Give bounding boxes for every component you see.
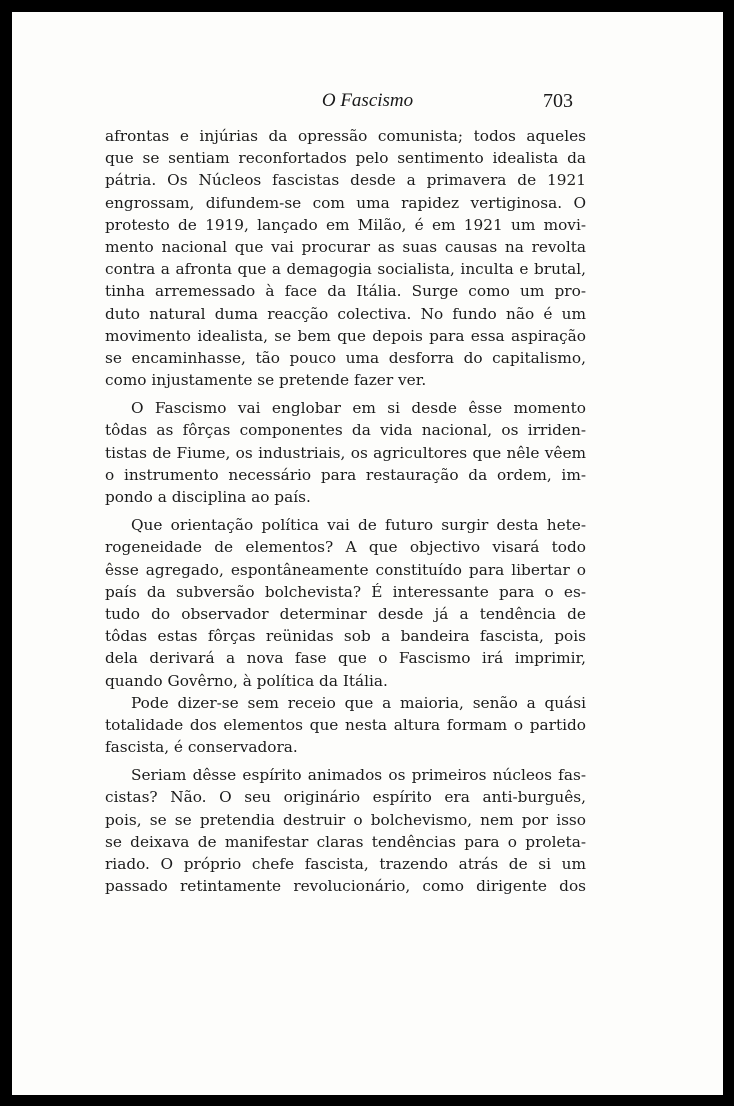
text-line: engrossam, difundem-se com uma rapidez vertiginosa. O: [105, 193, 586, 212]
text-line: mento nacional que vai procurar as suas causas na revolta: [105, 237, 586, 256]
page-number: 703: [543, 90, 573, 112]
text-line: pois, se se pretendia destruir o bolchevismo, nem por isso: [105, 810, 586, 829]
text-line: como injustamente se pretende fazer ver.: [105, 371, 427, 390]
text-line: pátria. Os Núcleos fascistas desde a primavera de 1921: [105, 171, 586, 190]
text-line: riado. O próprio chefe fascista, trazendo atrás de si um: [105, 855, 586, 873]
text-line: contra a afronta que a demagogia socialista, inculta e brutal,: [105, 260, 586, 279]
text-line: o instrumento necessário para restauração da ordem, im-: [105, 465, 586, 484]
paragraph: [105, 514, 586, 692]
text-line: que se sentiam reconfortados pelo sentimento idealista da: [105, 149, 586, 168]
text-line: protesto de 1919, lançado em Milão, é em 1921 um movi-: [105, 215, 586, 234]
text-line: quando Govêrno, à política da Itália.: [105, 671, 388, 690]
body-text: [105, 125, 586, 897]
text-line: se deixava de manifestar claras tendências para o proleta-: [105, 832, 586, 851]
text-line: êsse agregado, espontâneamente constituído para libertar o: [105, 560, 586, 579]
text-line: duto natural duma reacção colectiva. No fundo não é um: [105, 304, 586, 323]
text-line: tudo do observador determinar desde já a tendência de: [105, 604, 586, 623]
text-line: O Fascismo vai englobar em si desde êsse momento: [131, 399, 586, 418]
text-line: país da subversão bolchevista? É interessante para o es-: [105, 582, 586, 601]
text-line: tôdas as fôrças componentes da vida nacional, os irriden-: [105, 421, 586, 440]
text-line: Pode dizer-se sem receio que a maioria, senão a quási: [131, 693, 586, 712]
text-line: tistas de Fiume, os industriais, os agricultores que nêle vêem: [105, 443, 586, 462]
text-line: Que orientação política vai de futuro surgir desta hete-: [131, 516, 586, 535]
paragraph: [105, 397, 586, 508]
text-line: fascista, é conservadora.: [105, 738, 298, 757]
text-line: passado retintamente revolucionário, como dirigente dos: [105, 877, 586, 896]
text-line: movimento idealista, se bem que depois para essa aspiração: [105, 326, 586, 345]
text-line: totalidade dos elementos que nesta altura formam o partido: [105, 715, 586, 734]
text-line: pondo a disciplina ao país.: [105, 488, 311, 506]
text-line: Seriam dêsse espírito animados os primeiros núcleos fas-: [131, 766, 586, 785]
text-line: cistas? Não. O seu originário espírito era anti-burguês,: [105, 788, 586, 807]
book-page: [12, 12, 723, 1095]
text-line: dela derivará a nova fase que o Fascismo irá imprimir,: [105, 649, 586, 668]
paragraph: [105, 692, 586, 759]
text-line: afrontas e injúrias da opressão comunista; todos aqueles: [105, 127, 586, 145]
text-line: tôdas estas fôrças reünidas sob a bandeira fascista, pois: [105, 627, 586, 646]
page-header: [12, 90, 723, 118]
text-line: rogeneidade de elementos? A que objectivo visará todo: [105, 538, 586, 557]
paragraph: [105, 764, 586, 897]
text-line: se encaminhasse, tão pouco uma desforra do capitalismo,: [105, 348, 586, 367]
running-title: O Fascismo: [321, 90, 414, 111]
text-line: tinha arremessado à face da Itália. Surge como um pro-: [105, 282, 586, 301]
paragraph: [105, 125, 586, 391]
